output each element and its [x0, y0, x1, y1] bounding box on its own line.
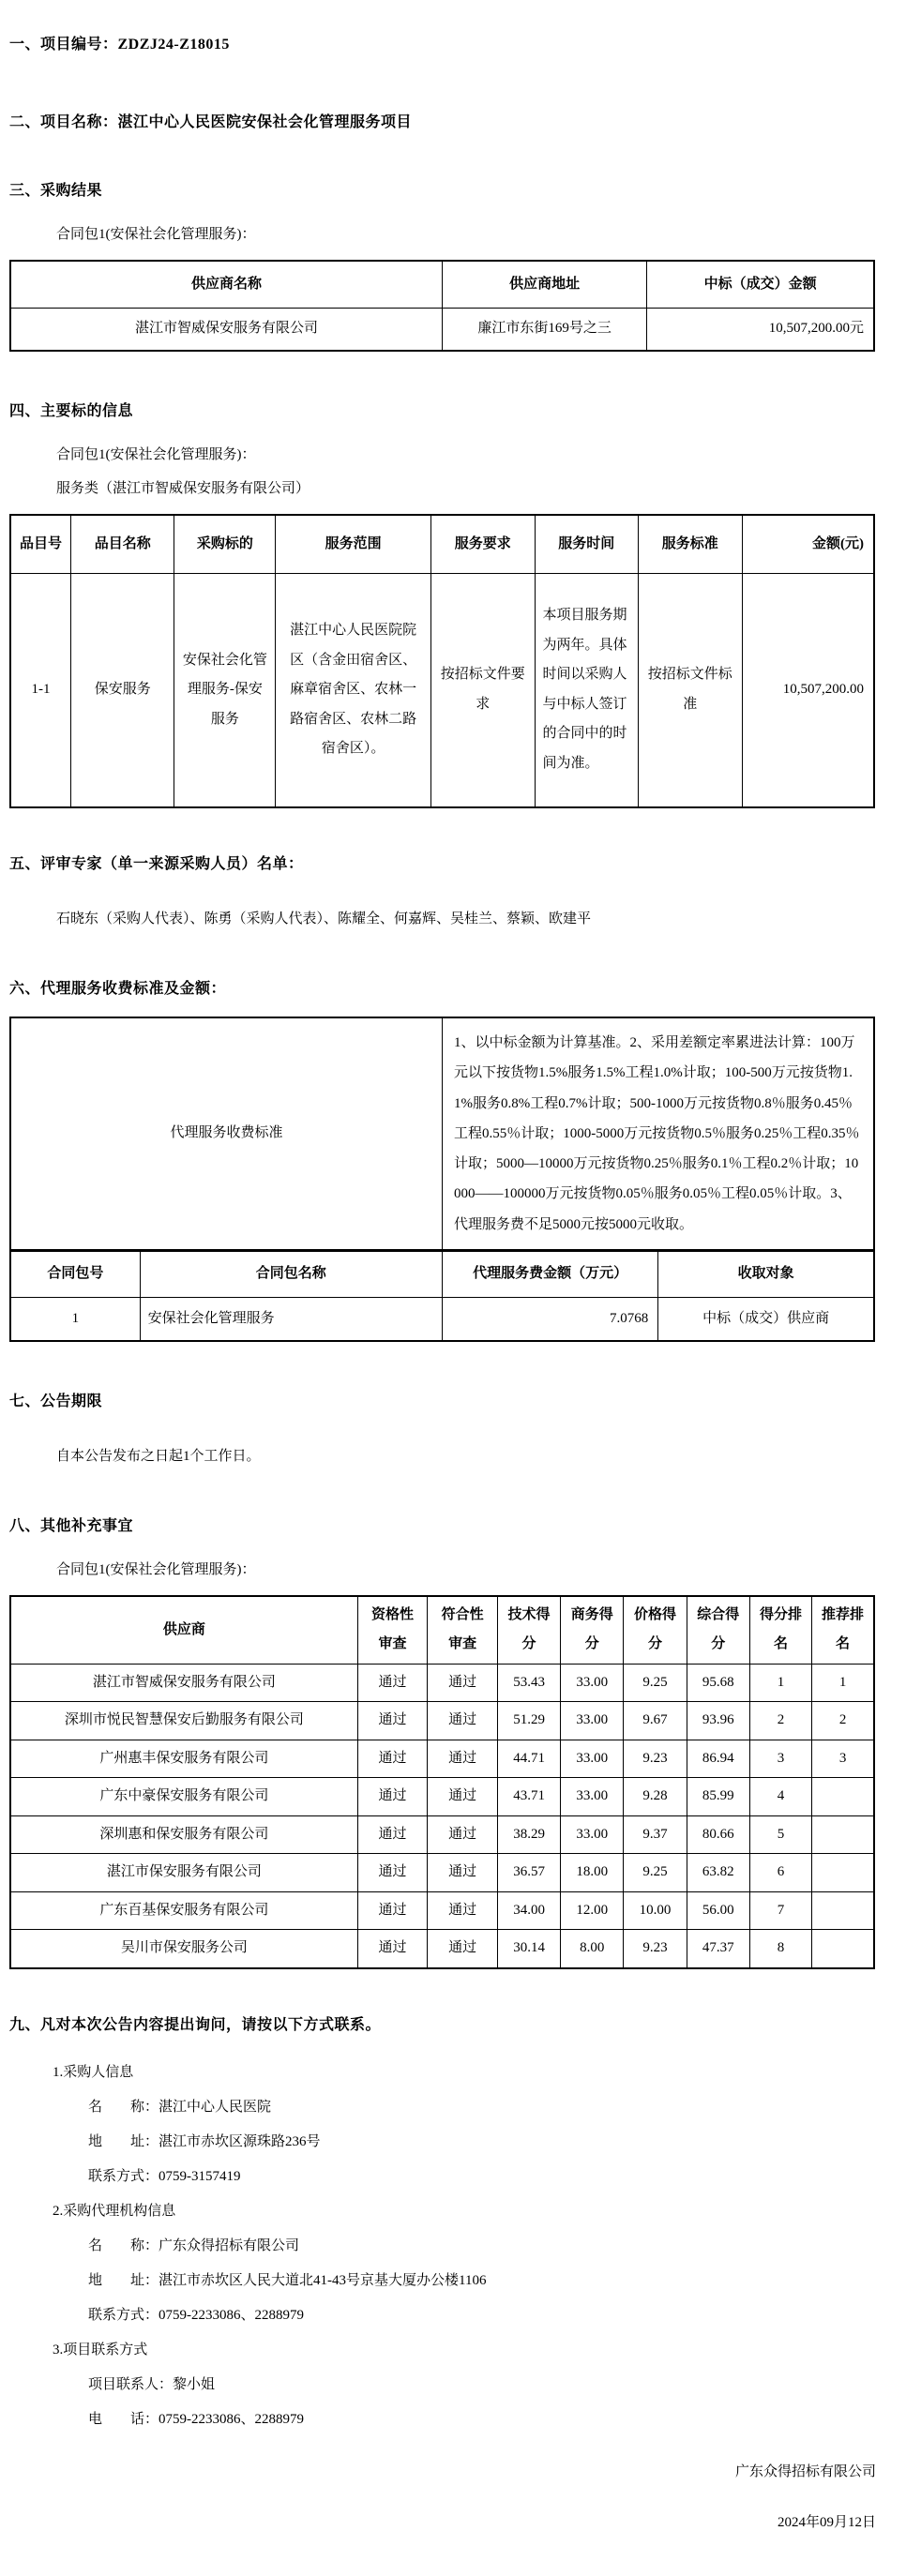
table-row — [10, 1778, 874, 1816]
footer-company-name: 广东众得招标有限公司 — [734, 2463, 876, 2479]
supplier-address-header: 供应商地址 — [443, 261, 647, 308]
qualification-review-header: 资格性审查 — [357, 1596, 428, 1665]
technical-score-cell: 34.00 — [497, 1891, 560, 1930]
supplier-cell: 深圳市悦民智慧保安后勤服务有限公司 — [10, 1702, 357, 1740]
recommend-rank-cell: 1 — [812, 1664, 874, 1702]
purchaser-address: 地 址：湛江市赤坎区源珠路236号 — [88, 2133, 321, 2149]
section-contact-title: 九、凡对本次公告内容提出询问，请按以下方式联系。 — [9, 2016, 382, 2033]
table-row — [10, 1702, 874, 1740]
business-score-header: 商务得分 — [561, 1596, 624, 1665]
qualification-review-cell: 通过 — [357, 1930, 428, 1968]
supplier-cell: 湛江市保安服务有限公司 — [10, 1854, 357, 1892]
section-subject-info-title: 四、主要标的信息 — [9, 403, 134, 419]
price-score-cell: 9.25 — [624, 1854, 687, 1892]
conformity-review-cell: 通过 — [428, 1815, 498, 1854]
agency-fee-amount-table — [9, 1250, 875, 1342]
technical-score-cell: 51.29 — [497, 1702, 560, 1740]
amount-cell: 10,507,200.00 — [742, 573, 874, 807]
recommend-rank-cell: 3 — [812, 1740, 874, 1778]
item-name-header: 品目名称 — [70, 515, 174, 573]
score-rank-cell: 7 — [749, 1891, 811, 1930]
item-number-cell: 1-1 — [10, 573, 70, 807]
table-row — [10, 1740, 874, 1778]
package-number-header: 合同包号 — [10, 1251, 140, 1298]
table-header-row — [10, 261, 874, 308]
section-project-number-title: 一、项目编号：ZDZJ24-Z18015 — [9, 37, 230, 53]
subject-info-table — [9, 514, 875, 808]
supplier-name-cell: 湛江市智威保安服务有限公司 — [10, 308, 443, 351]
business-score-cell: 12.00 — [561, 1891, 624, 1930]
service-category-label: 服务类（湛江市智威保安服务有限公司） — [56, 481, 310, 496]
conformity-review-cell: 通过 — [428, 1702, 498, 1740]
section-supplementary-title: 八、其他补充事宜 — [9, 1517, 134, 1534]
project-contact-label: 3.项目联系方式 — [53, 2342, 148, 2358]
qualification-review-cell: 通过 — [357, 1664, 428, 1702]
expert-names: 石晓东（采购人代表）、陈勇（采购人代表）、陈耀全、何嘉辉、吴桂兰、蔡颖、欧建平 — [56, 911, 592, 926]
service-standard-cell: 按招标文件标准 — [639, 573, 743, 807]
service-requirement-cell: 按招标文件要求 — [431, 573, 536, 807]
score-rank-cell: 6 — [749, 1854, 811, 1892]
conformity-review-cell: 通过 — [428, 1891, 498, 1930]
package-label: 合同包1(安保社会化管理服务)： — [56, 447, 256, 462]
price-score-cell: 10.00 — [624, 1891, 687, 1930]
total-score-header: 综合得分 — [687, 1596, 749, 1665]
conformity-review-cell: 通过 — [428, 1854, 498, 1892]
score-rank-cell: 5 — [749, 1815, 811, 1854]
table-row — [10, 1664, 874, 1702]
project-contact-phone: 电 话：0759-2233086、2288979 — [88, 2411, 304, 2427]
business-score-cell: 33.00 — [561, 1815, 624, 1854]
service-requirement-header: 服务要求 — [431, 515, 536, 573]
item-name-cell: 保安服务 — [70, 573, 174, 807]
qualification-review-cell: 通过 — [357, 1740, 428, 1778]
fee-amount-cell: 7.0768 — [442, 1298, 657, 1341]
service-scope-header: 服务范围 — [276, 515, 431, 573]
qualification-review-cell: 通过 — [357, 1702, 428, 1740]
purchaser-contact: 联系方式：0759-3157419 — [88, 2168, 241, 2184]
table-row — [10, 308, 874, 351]
business-score-cell: 33.00 — [561, 1778, 624, 1816]
supplier-cell: 广东中豪保安服务有限公司 — [10, 1778, 357, 1816]
technical-score-cell: 30.14 — [497, 1930, 560, 1968]
supplier-score-table — [9, 1595, 875, 1969]
award-amount-cell: 10,507,200.00元 — [647, 308, 874, 351]
package-name-cell: 安保社会化管理服务 — [140, 1298, 442, 1341]
qualification-review-cell: 通过 — [357, 1854, 428, 1892]
price-score-cell: 9.37 — [624, 1815, 687, 1854]
amount-header: 金额(元) — [742, 515, 874, 573]
conformity-review-cell: 通过 — [428, 1740, 498, 1778]
technical-score-cell: 44.71 — [497, 1740, 560, 1778]
table-header-row — [10, 1251, 874, 1298]
agency-name: 名 称：广东众得招标有限公司 — [88, 2237, 300, 2253]
purchaser-name: 名 称：湛江中心人民医院 — [88, 2099, 272, 2115]
table-header-row — [10, 1596, 874, 1665]
technical-score-cell: 36.57 — [497, 1854, 560, 1892]
supplier-address-cell: 廉江市东街169号之三 — [443, 308, 647, 351]
supplier-cell: 吴川市保安服务公司 — [10, 1930, 357, 1968]
supplier-name-header: 供应商名称 — [10, 261, 443, 308]
fee-standard-text-cell: 1、以中标金额为计算基准。2、采用差额定率累进法计算：100万元以下按货物1.5%服务1.5%工程1.0%计取；100-500万元按货物1.1%服务0.8%工程0.7%计取；500-1000万元按货物0.8％服务0.45％工程0.55％计取；1000-5000万元按货物0.5％服务0.25％工程0.35％计取；5000—10000万元按货物0.25％服务0.1％工程0.2％计取；10000——100000万元按货物0.05％服务0.05％工程0.05％计取。3、代理服务费不足5000元按5000元收取。 — [443, 1017, 875, 1249]
footer-date: 2024年09月12日 — [777, 2514, 876, 2530]
supplier-cell: 广东百基保安服务有限公司 — [10, 1891, 357, 1930]
table-row — [10, 1815, 874, 1854]
section-project-name-title: 二、项目名称：湛江中心人民医院安保社会化管理服务项目 — [9, 114, 413, 130]
recommend-rank-header: 推荐排名 — [812, 1596, 874, 1665]
table-row — [10, 1930, 874, 1968]
table-row — [10, 1298, 874, 1341]
supplier-cell: 深圳惠和保安服务有限公司 — [10, 1815, 357, 1854]
recommend-rank-cell: 2 — [812, 1702, 874, 1740]
service-scope-cell: 湛江中心人民医院院区（含金田宿舍区、麻章宿舍区、农林一路宿舍区、农林二路宿舍区）。 — [276, 573, 431, 807]
qualification-review-cell: 通过 — [357, 1891, 428, 1930]
recommend-rank-cell — [812, 1778, 874, 1816]
price-score-cell: 9.28 — [624, 1778, 687, 1816]
total-score-cell: 86.94 — [687, 1740, 749, 1778]
fee-standard-label-cell: 代理服务收费标准 — [10, 1017, 443, 1249]
price-score-cell: 9.23 — [624, 1930, 687, 1968]
technical-score-cell: 38.29 — [497, 1815, 560, 1854]
score-rank-cell: 8 — [749, 1930, 811, 1968]
qualification-review-cell: 通过 — [357, 1815, 428, 1854]
conformity-review-cell: 通过 — [428, 1930, 498, 1968]
score-rank-cell: 4 — [749, 1778, 811, 1816]
table-row — [10, 573, 874, 807]
conformity-review-header: 符合性审查 — [428, 1596, 498, 1665]
item-number-header: 品目号 — [10, 515, 70, 573]
document-footer — [9, 2462, 906, 2533]
agency-contact: 联系方式：0759-2233086、2288979 — [88, 2307, 304, 2323]
project-contact-person: 项目联系人：黎小姐 — [88, 2376, 216, 2392]
total-score-cell: 85.99 — [687, 1778, 749, 1816]
business-score-cell: 33.00 — [561, 1702, 624, 1740]
technical-score-header: 技术得分 — [497, 1596, 560, 1665]
package-label: 合同包1(安保社会化管理服务)： — [56, 227, 256, 242]
price-score-cell: 9.67 — [624, 1702, 687, 1740]
section-announcement-period-title: 七、公告期限 — [9, 1393, 103, 1409]
total-score-cell: 47.37 — [687, 1930, 749, 1968]
procurement-subject-cell: 安保社会化管理服务-保安服务 — [174, 573, 276, 807]
recommend-rank-cell — [812, 1891, 874, 1930]
total-score-cell: 80.66 — [687, 1815, 749, 1854]
business-score-cell: 18.00 — [561, 1854, 624, 1892]
score-rank-cell: 2 — [749, 1702, 811, 1740]
price-score-cell: 9.25 — [624, 1664, 687, 1702]
business-score-cell: 33.00 — [561, 1664, 624, 1702]
recommend-rank-cell — [812, 1930, 874, 1968]
table-header-row — [10, 515, 874, 573]
technical-score-cell: 53.43 — [497, 1664, 560, 1702]
price-score-cell: 9.23 — [624, 1740, 687, 1778]
score-rank-cell: 3 — [749, 1740, 811, 1778]
business-score-cell: 33.00 — [561, 1740, 624, 1778]
section-procurement-result-title: 三、采购结果 — [9, 183, 103, 199]
supplier-cell: 湛江市智威保安服务有限公司 — [10, 1664, 357, 1702]
technical-score-cell: 43.71 — [497, 1778, 560, 1816]
conformity-review-cell: 通过 — [428, 1664, 498, 1702]
total-score-cell: 56.00 — [687, 1891, 749, 1930]
purchaser-info-label: 1.采购人信息 — [53, 2064, 134, 2080]
section-experts-title: 五、评审专家（单一来源采购人员）名单： — [9, 856, 304, 872]
total-score-cell: 95.68 — [687, 1664, 749, 1702]
fee-amount-header: 代理服务费金额（万元） — [442, 1251, 657, 1298]
fee-payer-header: 收取对象 — [658, 1251, 874, 1298]
table-row — [10, 1854, 874, 1892]
award-result-table — [9, 260, 875, 352]
agency-address: 地 址：湛江市赤坎区人民大道北41-43号京基大厦办公楼1106 — [88, 2272, 487, 2288]
section-agency-fee-title: 六、代理服务收费标准及金额： — [9, 981, 227, 997]
agency-info-label: 2.采购代理机构信息 — [53, 2203, 176, 2219]
package-name-header: 合同包名称 — [140, 1251, 442, 1298]
supplier-cell: 广州惠丰保安服务有限公司 — [10, 1740, 357, 1778]
agency-fee-standard-table — [9, 1017, 875, 1250]
service-time-cell: 本项目服务期为两年。具体时间以采购人与中标人签订的合同中的时间为准。 — [535, 573, 639, 807]
price-score-header: 价格得分 — [624, 1596, 687, 1665]
recommend-rank-cell — [812, 1854, 874, 1892]
conformity-review-cell: 通过 — [428, 1778, 498, 1816]
procurement-subject-header: 采购标的 — [174, 515, 276, 573]
award-amount-header: 中标（成交）金额 — [647, 261, 874, 308]
total-score-cell: 93.96 — [687, 1702, 749, 1740]
package-label: 合同包1(安保社会化管理服务)： — [56, 1561, 256, 1577]
supplier-header: 供应商 — [10, 1596, 357, 1665]
package-number-cell: 1 — [10, 1298, 140, 1341]
fee-payer-cell: 中标（成交）供应商 — [658, 1298, 874, 1341]
total-score-cell: 63.82 — [687, 1854, 749, 1892]
qualification-review-cell: 通过 — [357, 1778, 428, 1816]
announcement-period-text: 自本公告发布之日起1个工作日。 — [56, 1448, 261, 1464]
service-standard-header: 服务标准 — [639, 515, 743, 573]
score-rank-header: 得分排名 — [749, 1596, 811, 1665]
table-row — [10, 1891, 874, 1930]
business-score-cell: 8.00 — [561, 1930, 624, 1968]
score-rank-cell: 1 — [749, 1664, 811, 1702]
service-time-header: 服务时间 — [535, 515, 639, 573]
recommend-rank-cell — [812, 1815, 874, 1854]
table-row — [10, 1017, 874, 1249]
